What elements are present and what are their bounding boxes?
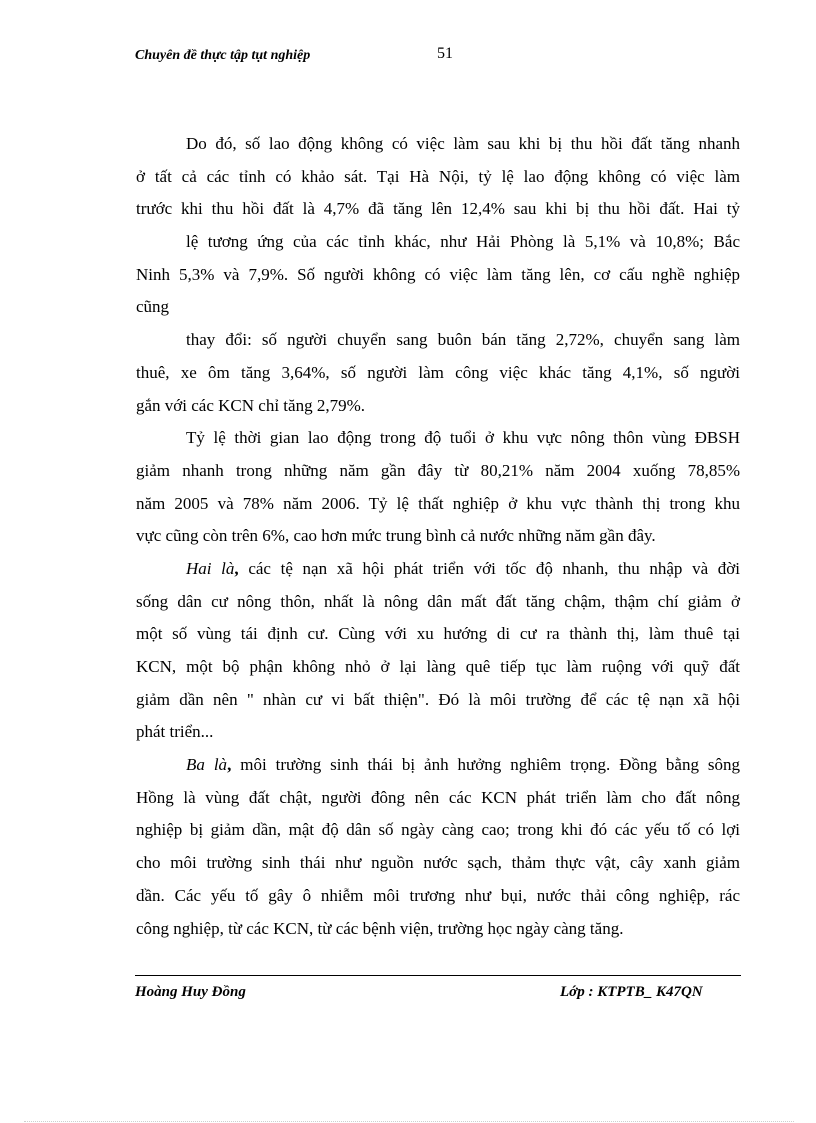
footer-author: Hoàng Huy Đồng [135, 984, 246, 1000]
text-line: thay đổi: số người chuyển sang buôn bán tăng 2,72%, chuyển sang làm [186, 330, 740, 350]
document-body [136, 128, 740, 945]
text-line: lệ tương ứng của các tỉnh khác, như Hải Phòng là 5,1% và 10,8%; Bắc [186, 232, 740, 252]
text-line: năm 2005 và 78% năm 2006. Tỷ lệ thất nghiệp ở khu vực thành thị trong khu [136, 493, 740, 513]
text-line: Tỷ lệ thời gian lao động trong độ tuổi ở khu vực nông thôn vùng ĐBSH [186, 428, 740, 448]
text-line: ở tất cả các tỉnh có khảo sát. Tại Hà Nội, tỷ lệ lao động không có việc làm [136, 166, 740, 186]
page-header [135, 45, 755, 70]
text-line: công nghiệp, từ các KCN, từ các bệnh viện, trường học ngày càng tăng. [136, 918, 624, 938]
text-line [136, 749, 740, 782]
text-line: Ninh 5,3% và 7,9%. Số người không có việc làm tăng lên, cơ cấu nghề nghiệp [136, 264, 740, 284]
text-line: cũng [136, 297, 170, 317]
lead-comma: , [234, 558, 249, 578]
header-title: Chuyên đề thực tập tụt nghiệp [135, 48, 311, 63]
footer-divider [135, 975, 741, 976]
text-line: phát triển... [136, 722, 214, 742]
footer-class: Lớp : KTPTB_ K47QN [560, 984, 703, 1000]
text-line: giảm dần nên " nhàn cư vi bất thiện". Đó là môi trường để các tệ nạn xã hội [136, 689, 740, 709]
page-number: 51 [437, 45, 453, 62]
page-edge-divider [24, 1121, 794, 1122]
text-line-rest: môi trường sinh thái bị ảnh hưởng nghiêm trọng. Đồng bằng sông [240, 755, 741, 775]
text-line: dần. Các yếu tố gây ô nhiễm môi trương như bụi, nước thải công nghiệp, rác [136, 885, 740, 905]
text-line: một số vùng tái định cư. Cùng với xu hướng di cư ra thành thị, làm thuê tại [136, 624, 740, 644]
text-line: Hồng là vùng đất chật, người đông nên các KCN phát triển làm cho đất nông [136, 787, 740, 807]
lead-word-ba-la: Ba là [186, 755, 228, 775]
text-line: Do đó, số lao động không có việc làm sau khi bị thu hồi đất tăng nhanh [186, 134, 740, 153]
lead-comma: , [227, 755, 241, 775]
text-line: thuê, xe ôm tăng 3,64%, số người làm công việc khác tăng 4,1%, số người [136, 362, 740, 382]
page-footer [135, 984, 741, 1006]
text-line-rest: các tệ nạn xã hội phát triển với tốc độ nhanh, thu nhập và đời [248, 558, 740, 578]
text-line: giảm nhanh trong những năm gần đây từ 80,21% năm 2004 xuống 78,85% [136, 460, 740, 480]
text-line [136, 553, 740, 586]
text-line: vực cũng còn trên 6%, cao hơn mức trung bình cả nước những năm gần đây. [136, 526, 656, 546]
lead-word-hai-la: Hai là [186, 558, 235, 578]
text-line: trước khi thu hồi đất là 4,7% đã tăng lên 12,4% sau khi bị thu hồi đất. Hai tỷ [136, 199, 740, 219]
text-line: KCN, một bộ phận không nhỏ ở lại làng quê tiếp tục làm ruộng với quỹ đất [136, 657, 740, 676]
text-line: sống dân cư nông thôn, nhất là nông dân mất đất tăng chậm, thậm chí giảm ở [136, 591, 740, 611]
text-line: nghiệp bị giảm dần, mật độ dân số ngày càng cao; trong khi đó các yếu tố có lợi [136, 820, 740, 840]
text-line: gắn với các KCN chỉ tăng 2,79%. [136, 395, 365, 415]
text-line: cho môi trường sinh thái như nguồn nước sạch, thảm thực vật, cây xanh giảm [136, 853, 740, 873]
